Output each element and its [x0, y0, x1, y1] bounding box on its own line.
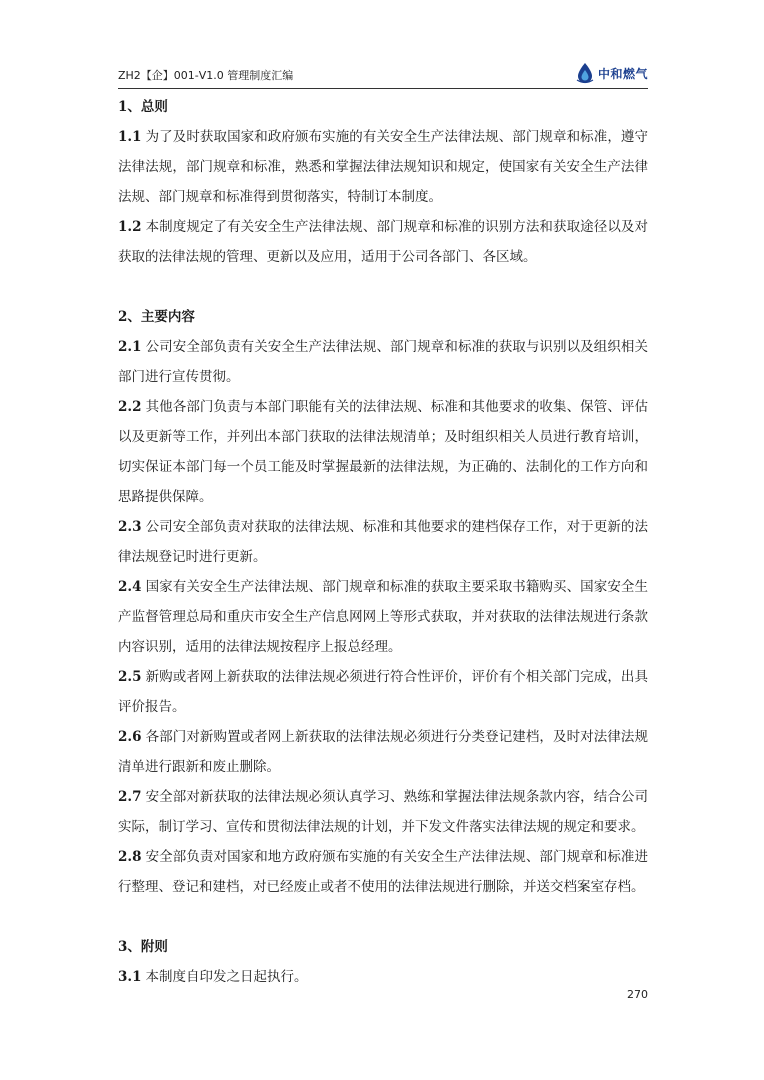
clause-number: 2.6 [118, 729, 142, 745]
section-title: 3、附则 [118, 939, 168, 955]
clause-paragraph [118, 662, 648, 722]
clause-text: 本制度规定了有关安全生产法律法规、部门规章和标准的识别方法和获取途径以及对获取的法律法规的管理、更新以及应用，适用于公司各部门、各区域。 [118, 219, 648, 265]
clause-number: 2.8 [118, 849, 142, 865]
clause-text: 本制度自印发之日起执行。 [145, 969, 308, 985]
clause-number: 2.4 [118, 579, 142, 595]
clause-paragraph [118, 572, 648, 662]
clause-paragraph [118, 722, 648, 782]
clause-text: 其他各部门负责与本部门职能有关的法律法规、标准和其他要求的收集、保管、评估以及更新等工作，并列出本部门获取的法律法规清单；及时组织相关人员进行教育培训，切实保证本部门每一个员工能及时掌握最新的法律法规，为正确的、法制化的工作方向和思路提供保障。 [118, 399, 648, 505]
clause-number: 1.2 [118, 219, 142, 235]
document-code: ZH2【企】001-V1.0 管理制度汇编 [118, 69, 294, 82]
flame-drop-icon [575, 62, 595, 84]
clause-text: 国家有关安全生产法律法规、部门规章和标准的获取主要采取书籍购买、国家安全生产监督管理总局和重庆市安全生产信息网网上等形式获取，并对获取的法律法规进行条款内容识别，适用的法律法规按程序上报总经理。 [118, 579, 648, 655]
clause-paragraph [118, 842, 648, 902]
clause-paragraph [118, 212, 648, 272]
page-header [118, 58, 648, 89]
clause-paragraph [118, 392, 648, 512]
clause-number: 2.2 [118, 399, 142, 415]
page-number: 270 [627, 988, 648, 1001]
clause-text: 安全部负责对国家和地方政府颁布实施的有关安全生产法律法规、部门规章和标准进行整理、登记和建档，对已经废止或者不使用的法律法规进行删除，并送交档案室存档。 [118, 849, 648, 895]
clause-number: 1.1 [118, 129, 142, 145]
clause-paragraph [118, 782, 648, 842]
document-body [118, 96, 648, 992]
clause-text: 公司安全部负责有关安全生产法律法规、部门规章和标准的获取与识别以及组织相关部门进行宣传贯彻。 [118, 339, 648, 385]
clause-number: 3.1 [118, 969, 142, 985]
clause-paragraph [118, 332, 648, 392]
clause-number: 2.1 [118, 339, 142, 355]
clause-paragraph [118, 512, 648, 572]
clause-number: 2.7 [118, 789, 142, 805]
clause-paragraph [118, 962, 648, 992]
company-logo [575, 61, 648, 85]
clause-number: 2.5 [118, 669, 142, 685]
section-title: 2、主要内容 [118, 309, 195, 325]
clause-paragraph [118, 122, 648, 212]
section-title: 1、总则 [118, 99, 168, 115]
clause-text: 为了及时获取国家和政府颁布实施的有关安全生产法律法规、部门规章和标准，遵守法律法规，部门规章和标准，熟悉和掌握法律法规知识和规定，使国家有关安全生产法律法规、部门规章和标准得到贯彻落实，特制订本制度。 [118, 129, 648, 205]
clause-number: 2.3 [118, 519, 142, 535]
clause-text: 各部门对新购置或者网上新获取的法律法规必须进行分类登记建档，及时对法律法规清单进行跟新和废止删除。 [118, 729, 648, 775]
clause-text: 安全部对新获取的法律法规必须认真学习、熟练和掌握法律法规条款内容，结合公司实际，制订学习、宣传和贯彻法律法规的计划，并下发文件落实法律法规的规定和要求。 [118, 789, 648, 835]
logo-text: 中和燃气 [597, 66, 648, 81]
clause-text: 公司安全部负责对获取的法律法规、标准和其他要求的建档保存工作，对于更新的法律法规登记时进行更新。 [118, 519, 648, 565]
clause-text: 新购或者网上新获取的法律法规必须进行符合性评价，评价有个相关部门完成，出具评价报告。 [118, 669, 648, 715]
